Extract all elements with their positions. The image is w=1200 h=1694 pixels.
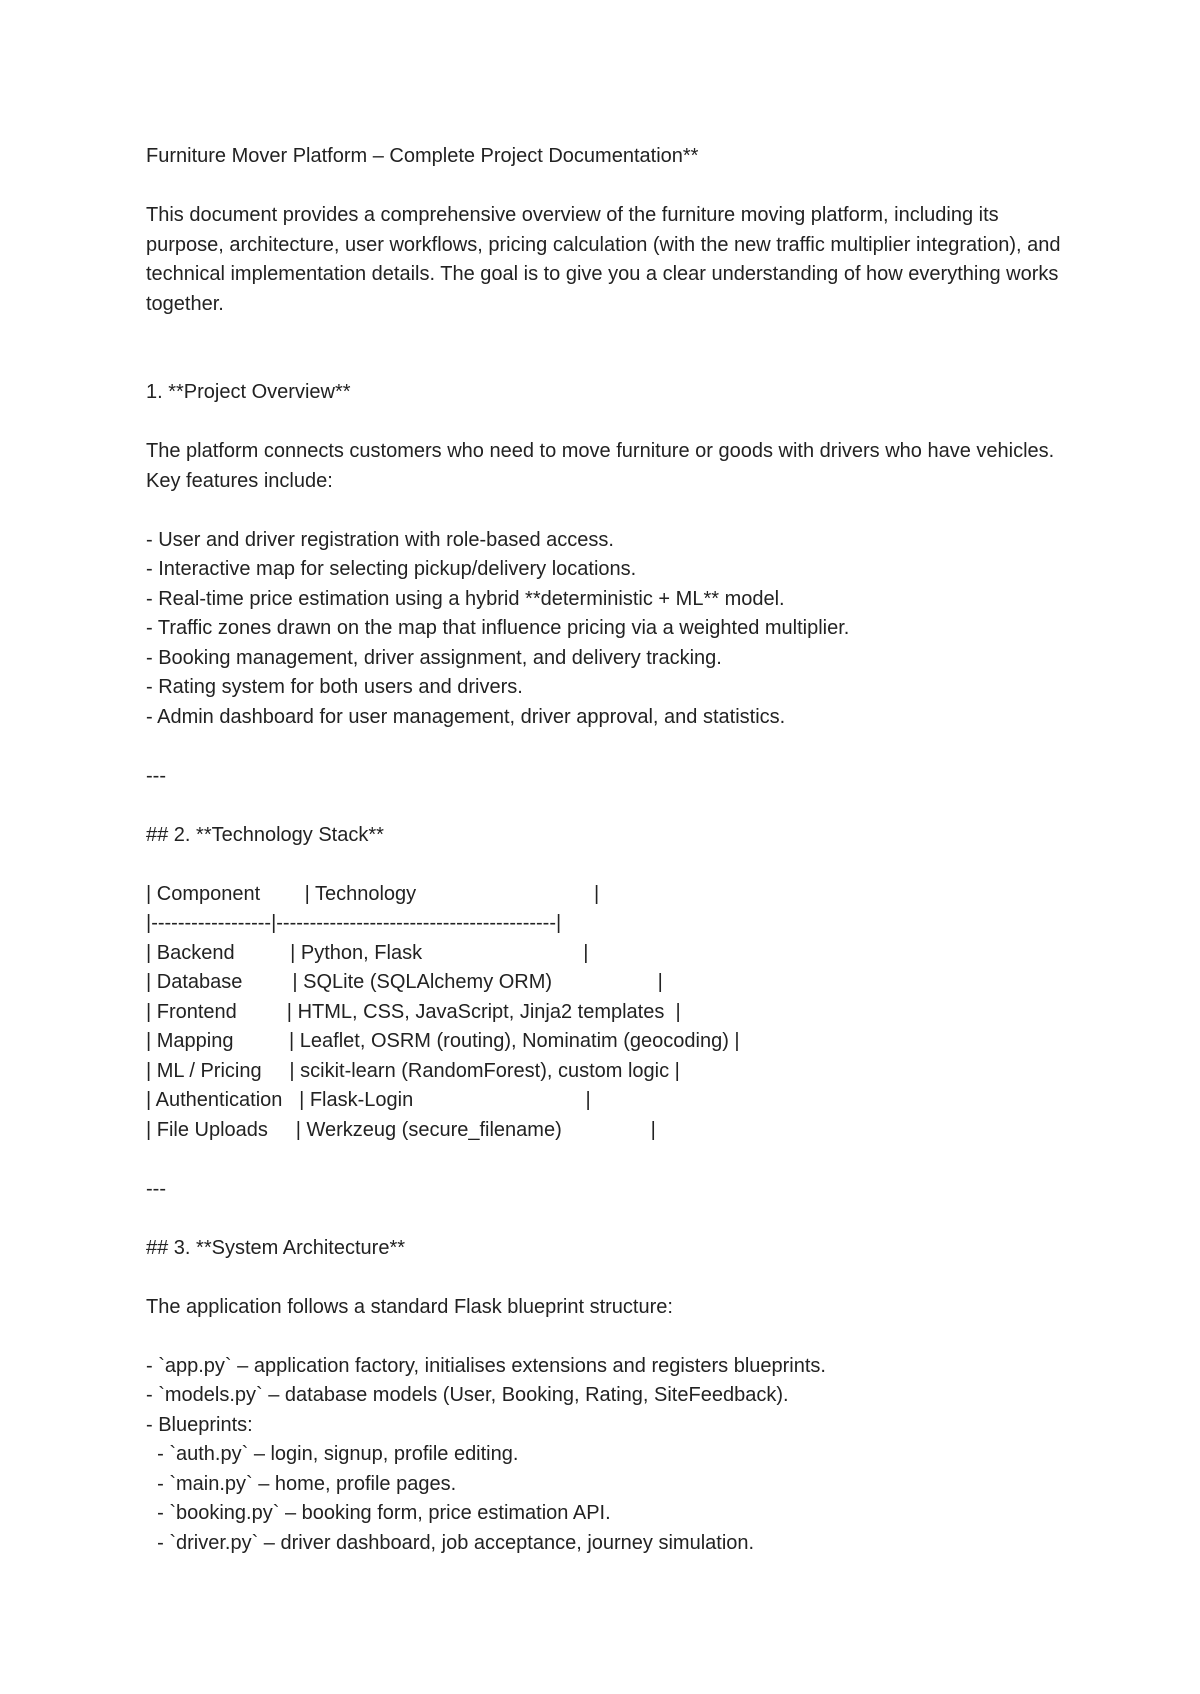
section-heading-tech-stack: ## 2. **Technology Stack** (146, 823, 384, 846)
table-row: | Mapping | Leaflet, OSRM (routing), Nominatim (geocoding) | (146, 1030, 740, 1052)
list-item: - `booking.py` – booking form, price estimation API. (146, 1502, 611, 1524)
list-item: - `models.py` – database models (User, Booking, Rating, SiteFeedback). (146, 1384, 789, 1406)
list-item: - `main.py` – home, profile pages. (146, 1472, 457, 1495)
table-row: | Component | Technology | (146, 882, 600, 905)
table-row: | Authentication | Flask-Login | (146, 1089, 591, 1111)
list-item: - `driver.py` – driver dashboard, job acceptance, journey simulation. (146, 1531, 755, 1554)
table-row: | File Uploads | Werkzeug (secure_filename) | (146, 1118, 656, 1141)
table-row: |------------------|------------------------------------------| (146, 912, 562, 934)
document-title: Furniture Mover Platform – Complete Project Documentation** (146, 145, 699, 167)
document-body (146, 142, 1066, 1558)
table-row: | Database | SQLite (SQLAlchemy ORM) | (146, 971, 663, 993)
list-item: - `auth.py` – login, signup, profile editing. (146, 1443, 519, 1465)
list-item: - Real-time price estimation using a hybrid **deterministic + ML** model. (146, 587, 785, 610)
list-item: - Traffic zones drawn on the map that influence pricing via a weighted multiplier. (146, 617, 850, 639)
intro-paragraph: This document provides a comprehensive overview of the furniture moving platform, including its purpose, architecture, user workflows, pricing calculation (with the new traffic multiplier integration), and technical implementation details. The goal is to give you a clear understanding of how everything works together. (146, 204, 1061, 315)
list-item: - Booking management, driver assignment, and delivery tracking. (146, 646, 722, 669)
list-item: - Admin dashboard for user management, driver approval, and statistics. (146, 705, 786, 728)
list-item: - `app.py` – application factory, initialises extensions and registers blueprints. (146, 1354, 826, 1377)
section-heading-overview: 1. **Project Overview** (146, 381, 351, 403)
list-item: - Blueprints: (146, 1413, 253, 1436)
list-item: - Rating system for both users and drivers. (146, 676, 523, 698)
section-heading-architecture: ## 3. **System Architecture** (146, 1236, 406, 1259)
architecture-paragraph: The application follows a standard Flask blueprint structure: (146, 1295, 673, 1318)
table-row: | Backend | Python, Flask | (146, 941, 589, 964)
table-row: | ML / Pricing | scikit-learn (RandomForest), custom logic | (146, 1059, 680, 1082)
table-row: | Frontend | HTML, CSS, JavaScript, Jinja2 templates | (146, 1000, 681, 1023)
horizontal-rule-text: --- (146, 764, 166, 787)
overview-paragraph: The platform connects customers who need to move furniture or goods with drivers who have vehicles. Key features include: (146, 440, 1055, 492)
horizontal-rule-text: --- (146, 1177, 166, 1200)
list-item: - User and driver registration with role-based access. (146, 528, 614, 551)
list-item: - Interactive map for selecting pickup/delivery locations. (146, 558, 637, 580)
